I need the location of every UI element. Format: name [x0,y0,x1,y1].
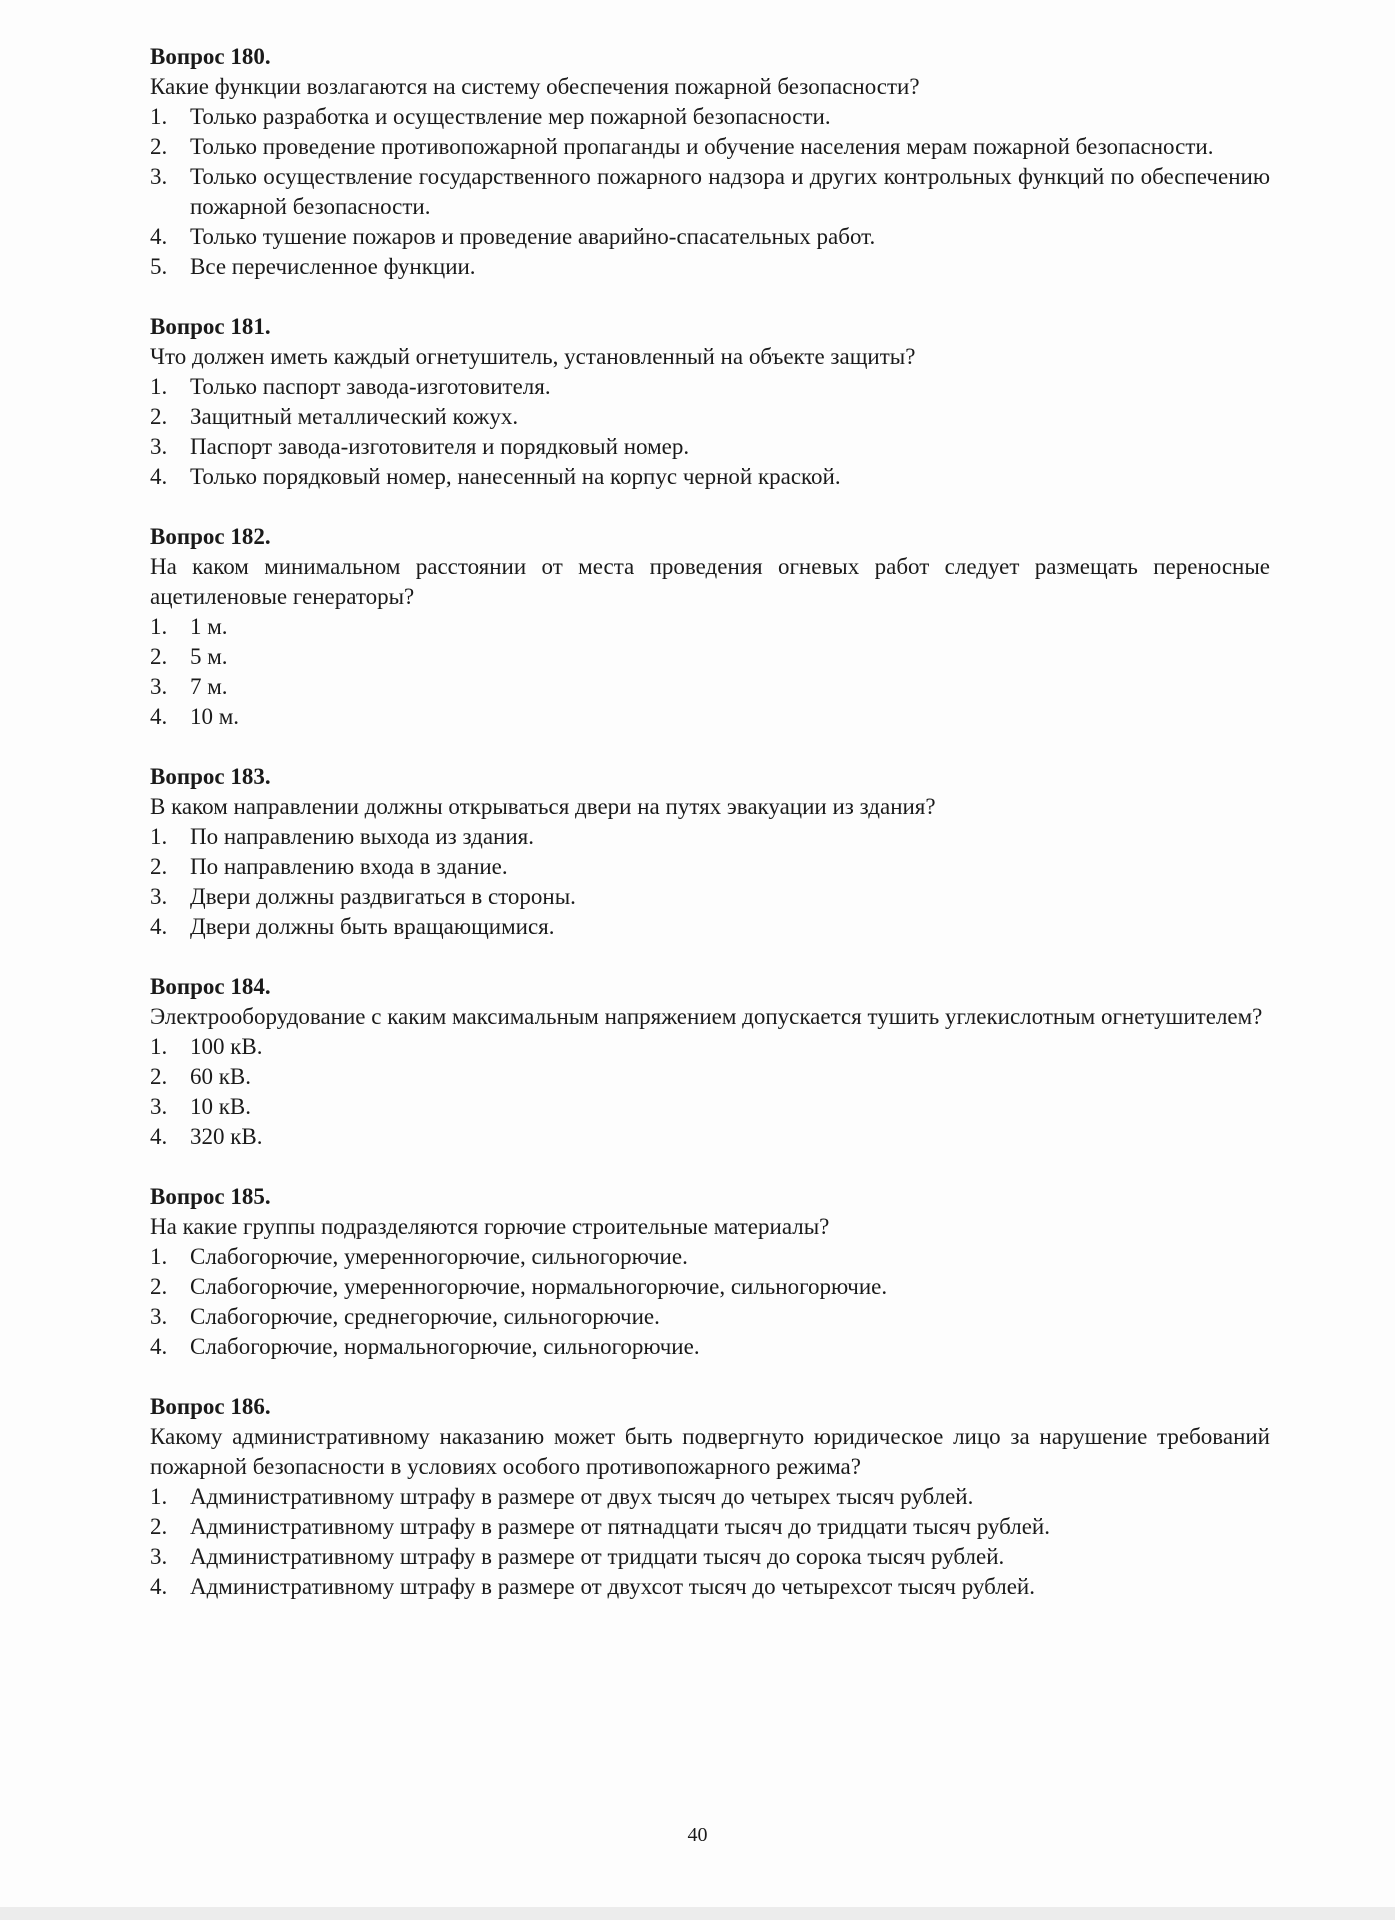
answer-option [150,1272,1270,1302]
answer-text: Только проведение противопожарной пропаганды и обучение населения мерам пожарной безопасности. [190,134,1214,159]
answer-number: 4. [150,464,168,489]
answer-list [150,822,1270,942]
answer-number: 3. [150,164,168,189]
answer-option [150,1332,1270,1362]
answer-text: 320 кВ. [190,1124,263,1149]
answer-option [150,162,1270,222]
answer-text: По направлению выхода из здания. [190,824,534,849]
question-title: Вопрос 184. [150,974,271,999]
answer-text: 7 м. [190,674,228,699]
question-title: Вопрос 185. [150,1184,271,1209]
answer-option [150,222,1270,252]
answer-option [150,672,1270,702]
answer-option [150,612,1270,642]
answer-text: Только тушение пожаров и проведение аварийно-спасательных работ. [190,224,876,249]
answer-text: Административному штрафу в размере от двух тысяч до четырех тысяч рублей. [190,1484,974,1509]
answer-option [150,372,1270,402]
answer-text: Административному штрафу в размере от пятнадцати тысяч до тридцати тысяч рублей. [190,1514,1050,1539]
answer-text: Только осуществление государственного пожарного надзора и других контрольных функций по обеспечению пожарной безопасности. [190,164,1270,219]
answer-number: 2. [150,134,168,159]
answer-number: 3. [150,674,168,699]
answer-number: 2. [150,854,168,879]
answer-option [150,1122,1270,1152]
answer-text: Все перечисленное функции. [190,254,476,279]
answer-text: 100 кВ. [190,1034,263,1059]
page-bottom-edge [0,1907,1395,1920]
answer-text: Только разработка и осуществление мер пожарной безопасности. [190,104,831,129]
answer-text: 10 кВ. [190,1094,252,1119]
answer-number: 1. [150,1244,168,1269]
answer-number: 2. [150,1064,168,1089]
answer-option [150,252,1270,282]
answer-number: 4. [150,224,168,249]
answer-option [150,882,1270,912]
answer-text: Двери должны быть вращающимися. [190,914,555,939]
answer-option [150,102,1270,132]
answer-text: 60 кВ. [190,1064,252,1089]
question-title: Вопрос 183. [150,764,271,789]
question-text: Электрооборудование с каким максимальным напряжением допускается тушить углекислотным огнетушителем? [150,1004,1263,1029]
answer-number: 3. [150,434,168,459]
question-list [150,42,1270,1632]
answer-number: 1. [150,1034,168,1059]
question-text: На каком минимальном расстоянии от места проведения огневых работ следует размещать переносные ацетиленовые генераторы? [150,554,1270,609]
question-block [150,762,1270,942]
answer-text: Только порядковый номер, нанесенный на корпус черной краской. [190,464,841,489]
answer-text: По направлению входа в здание. [190,854,508,879]
answer-number: 2. [150,1514,168,1539]
answer-option [150,402,1270,432]
answer-option [150,912,1270,942]
answer-text: Паспорт завода-изготовителя и порядковый номер. [190,434,690,459]
question-title: Вопрос 182. [150,524,271,549]
answer-number: 2. [150,644,168,669]
question-block [150,972,1270,1152]
question-text: Что должен иметь каждый огнетушитель, установленный на объекте защиты? [150,344,916,369]
answer-list [150,1032,1270,1152]
answer-text: Только паспорт завода-изготовителя. [190,374,551,399]
answer-option [150,1512,1270,1542]
answer-option [150,822,1270,852]
answer-option [150,132,1270,162]
answer-option [150,1092,1270,1122]
answer-text: Двери должны раздвигаться в стороны. [190,884,576,909]
answer-list [150,1482,1270,1602]
answer-number: 3. [150,1094,168,1119]
answer-option [150,1572,1270,1602]
answer-number: 1. [150,1484,168,1509]
answer-text: Слабогорючие, умеренногорючие, нормальногорючие, сильногорючие. [190,1274,888,1299]
answer-option [150,1062,1270,1092]
answer-number: 1. [150,614,168,639]
answer-number: 2. [150,404,168,429]
answer-option [150,852,1270,882]
question-text: На какие группы подразделяются горючие строительные материалы? [150,1214,830,1239]
answer-number: 3. [150,1544,168,1569]
answer-option [150,1242,1270,1272]
page-number: 40 [687,1824,708,1846]
question-block [150,312,1270,492]
answer-option [150,702,1270,732]
answer-option [150,1032,1270,1062]
answer-option [150,1482,1270,1512]
answer-number: 3. [150,1304,168,1329]
answer-list [150,1242,1270,1362]
answer-text: Слабогорючие, умеренногорючие, сильногорючие. [190,1244,688,1269]
question-text: Какие функции возлагаются на систему обеспечения пожарной безопасности? [150,74,920,99]
answer-number: 4. [150,1124,168,1149]
question-block [150,1182,1270,1362]
question-block [150,1392,1270,1602]
answer-list [150,102,1270,282]
answer-text: Административному штрафу в размере от тридцати тысяч до сорока тысяч рублей. [190,1544,1005,1569]
question-title: Вопрос 180. [150,44,271,69]
answer-list [150,612,1270,732]
answer-option [150,432,1270,462]
answer-text: Слабогорючие, среднегорючие, сильногорючие. [190,1304,660,1329]
answer-list [150,372,1270,492]
answer-number: 4. [150,1334,168,1359]
answer-number: 2. [150,1274,168,1299]
answer-text: Слабогорючие, нормальногорючие, сильногорючие. [190,1334,700,1359]
question-block [150,522,1270,732]
question-title: Вопрос 186. [150,1394,271,1419]
answer-number: 1. [150,104,168,129]
answer-number: 1. [150,374,168,399]
answer-option [150,1542,1270,1572]
question-text: В каком направлении должны открываться двери на путях эвакуации из здания? [150,794,936,819]
answer-text: Административному штрафу в размере от двухсот тысяч до четырехсот тысяч рублей. [190,1574,1035,1599]
answer-text: 5 м. [190,644,228,669]
question-title: Вопрос 181. [150,314,271,339]
question-block [150,42,1270,282]
answer-number: 3. [150,884,168,909]
answer-number: 4. [150,1574,168,1599]
answer-option [150,462,1270,492]
answer-number: 1. [150,824,168,849]
question-text: Какому административному наказанию может быть подвергнуто юридическое лицо за нарушение требований пожарной безопасности в условиях особого противопожарного режима? [150,1424,1270,1479]
answer-option [150,1302,1270,1332]
answer-option [150,642,1270,672]
answer-number: 5. [150,254,168,279]
answer-text: 10 м. [190,704,240,729]
answer-text: Защитный металлический кожух. [190,404,519,429]
answer-text: 1 м. [190,614,228,639]
answer-number: 4. [150,914,168,939]
answer-number: 4. [150,704,168,729]
